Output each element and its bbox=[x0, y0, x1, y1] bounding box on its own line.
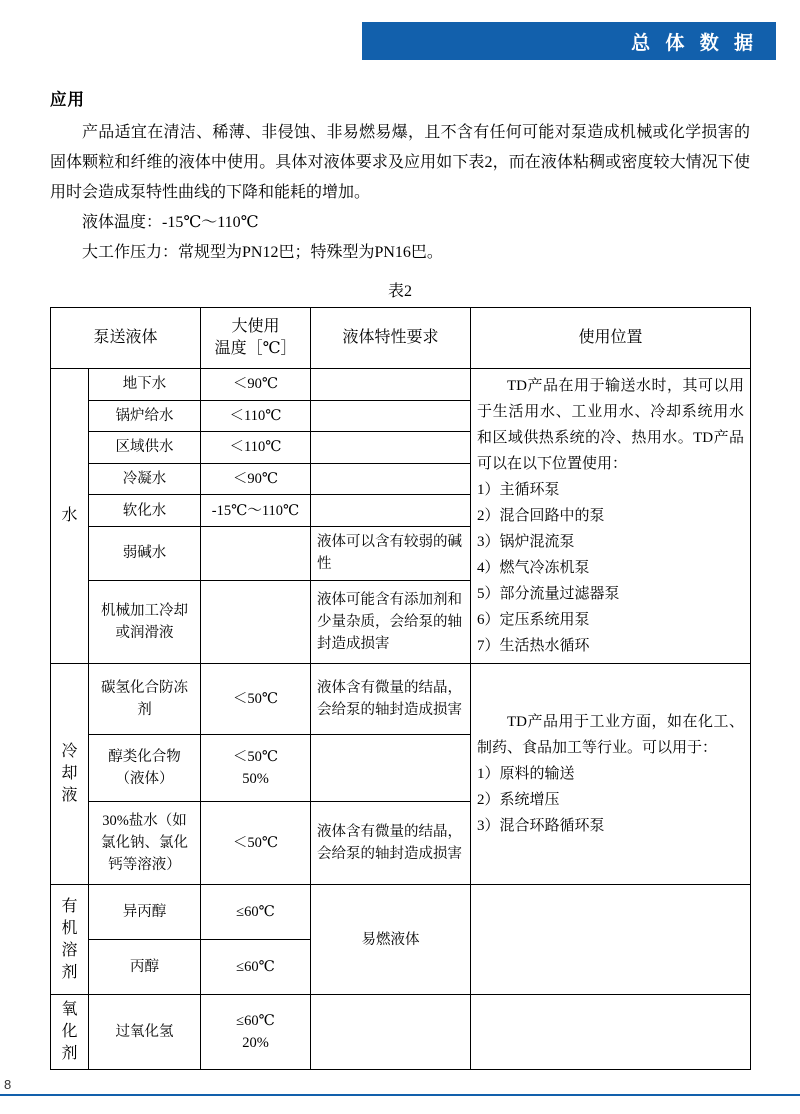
page-header-title: 总 体 数 据 bbox=[631, 32, 758, 54]
liquid-prop: 液体含有微量的结晶，会给泵的轴封造成损害 bbox=[311, 664, 471, 735]
liquid-prop bbox=[311, 735, 471, 802]
liquid-prop bbox=[311, 432, 471, 464]
table-header-temperature-line2: 温度［℃］ bbox=[214, 340, 297, 357]
liquid-prop bbox=[311, 369, 471, 401]
liquid-temp bbox=[201, 735, 311, 802]
liquid-prop: 液体可能含有添加剂和少量杂质，会给泵的轴封造成损害 bbox=[311, 581, 471, 664]
liquid-temp: ＜90℃ bbox=[201, 369, 311, 401]
liquid-temp: ≤60℃ bbox=[201, 940, 311, 995]
liquid-prop bbox=[311, 400, 471, 432]
liquid-prop: 液体可以含有较弱的碱性 bbox=[311, 526, 471, 580]
liquid-name: 过氧化氢 bbox=[89, 995, 201, 1070]
table-header-liquid: 泵送液体 bbox=[51, 308, 201, 369]
liquid-prop bbox=[311, 995, 471, 1070]
working-pressure-line: 大工作压力：常规型为PN12巴；特殊型为PN16巴。 bbox=[82, 244, 443, 261]
table-header-temperature bbox=[201, 308, 311, 369]
usage-cell-water bbox=[471, 369, 751, 664]
liquid-name: 冷凝水 bbox=[89, 463, 201, 495]
specification-table bbox=[50, 307, 751, 1070]
group-label-coolant: 冷却液 bbox=[51, 664, 89, 885]
usage-list-item: 2）系统增压 bbox=[477, 792, 560, 808]
usage-list-item: 7）生活热水循环 bbox=[477, 638, 590, 654]
liquid-name: 异丙醇 bbox=[89, 885, 201, 940]
liquid-name: 丙醇 bbox=[89, 940, 201, 995]
liquid-name: 30%盐水（如氯化钠、氯化钙等溶液） bbox=[89, 802, 201, 885]
document-content bbox=[50, 86, 750, 1070]
usage-list-item: 2）混合回路中的泵 bbox=[477, 508, 605, 524]
page-number: 8 bbox=[4, 1077, 12, 1092]
liquid-name: 机械加工冷却或润滑液 bbox=[89, 581, 201, 664]
table-row bbox=[51, 885, 751, 940]
usage-list-item: 6）定压系统用泵 bbox=[477, 612, 590, 628]
table-header-row bbox=[51, 308, 751, 369]
liquid-temp bbox=[201, 995, 311, 1070]
liquid-temp: ＜110℃ bbox=[201, 432, 311, 464]
liquid-prop bbox=[311, 463, 471, 495]
table-row bbox=[51, 664, 751, 735]
liquid-temp: ＜50℃ bbox=[201, 664, 311, 735]
liquid-name: 软化水 bbox=[89, 495, 201, 527]
table-header-temperature-line1: 大使用 bbox=[231, 318, 280, 335]
liquid-temp-line1: ≤60℃ bbox=[236, 1013, 275, 1029]
group-label-water: 水 bbox=[51, 369, 89, 664]
liquid-temp bbox=[201, 581, 311, 664]
page-header-bar bbox=[362, 22, 776, 60]
usage-intro: TD产品用于工业方面，如在化工、制药、食品加工等行业。可以用于： bbox=[477, 714, 745, 756]
usage-cell-oxidant bbox=[471, 995, 751, 1070]
section-paragraph: 产品适宜在清洁、稀薄、非侵蚀、非易燃易爆，且不含有任何可能对泵造成机械或化学损害的固体颗粒和纤维的液体中使用。具体对液体要求及应用如下表2，而在液体粘稠或密度较大情况下使用时会造成泵特性曲线的下降和能耗的增加。 bbox=[50, 124, 750, 201]
table-row bbox=[51, 369, 751, 401]
usage-list-item: 5）部分流量过滤器泵 bbox=[477, 586, 620, 602]
liquid-temp: ＜110℃ bbox=[201, 400, 311, 432]
table-caption: 表2 bbox=[387, 283, 412, 300]
liquid-temp-line2: 20% bbox=[242, 1035, 269, 1051]
usage-list bbox=[477, 477, 744, 659]
group-label-oxidant: 氧化剂 bbox=[51, 995, 89, 1070]
usage-list-item: 3）混合环路循环泵 bbox=[477, 818, 605, 834]
group-label-organic-solvent: 有机溶剂 bbox=[51, 885, 89, 995]
liquid-temp: ＜90℃ bbox=[201, 463, 311, 495]
liquid-name: 地下水 bbox=[89, 369, 201, 401]
liquid-temp: ≤60℃ bbox=[201, 885, 311, 940]
section-title: 应用 bbox=[50, 90, 85, 109]
liquid-prop: 液体含有微量的结晶，会给泵的轴封造成损害 bbox=[311, 802, 471, 885]
table-row bbox=[51, 995, 751, 1070]
liquid-temperature-line: 液体温度：-15℃～110℃ bbox=[82, 214, 259, 231]
table-header-usage: 使用位置 bbox=[471, 308, 751, 369]
usage-cell-coolant bbox=[471, 664, 751, 885]
liquid-temp: ＜50℃ bbox=[201, 802, 311, 885]
liquid-temp bbox=[201, 526, 311, 580]
usage-cell-organic-solvent bbox=[471, 885, 751, 995]
liquid-name: 区域供水 bbox=[89, 432, 201, 464]
liquid-temp-line1: ＜50℃ bbox=[232, 749, 279, 765]
usage-intro: TD产品在用于输送水时，其可以用于生活用水、工业用水、冷却系统用水和区域供热系统的冷、热用水。TD产品可以在以下位置使用： bbox=[477, 378, 745, 472]
usage-list-item: 1）原料的输送 bbox=[477, 766, 575, 782]
footer-rule bbox=[0, 1094, 800, 1096]
liquid-name: 碳氢化合防冻剂 bbox=[89, 664, 201, 735]
liquid-name: 弱碱水 bbox=[89, 526, 201, 580]
liquid-temp: -15℃～110℃ bbox=[201, 495, 311, 527]
usage-list-item: 4）燃气冷冻机泵 bbox=[477, 560, 590, 576]
table-header-properties: 液体特性要求 bbox=[311, 308, 471, 369]
liquid-name: 醇类化合物（液体） bbox=[89, 735, 201, 802]
usage-list-item: 1）主循环泵 bbox=[477, 482, 560, 498]
liquid-prop bbox=[311, 495, 471, 527]
liquid-name: 锅炉给水 bbox=[89, 400, 201, 432]
flammable-note: 易燃液体 bbox=[311, 885, 471, 995]
liquid-temp-line2: 50% bbox=[242, 771, 269, 787]
usage-list bbox=[477, 761, 744, 839]
usage-list-item: 3）锅炉混流泵 bbox=[477, 534, 575, 550]
